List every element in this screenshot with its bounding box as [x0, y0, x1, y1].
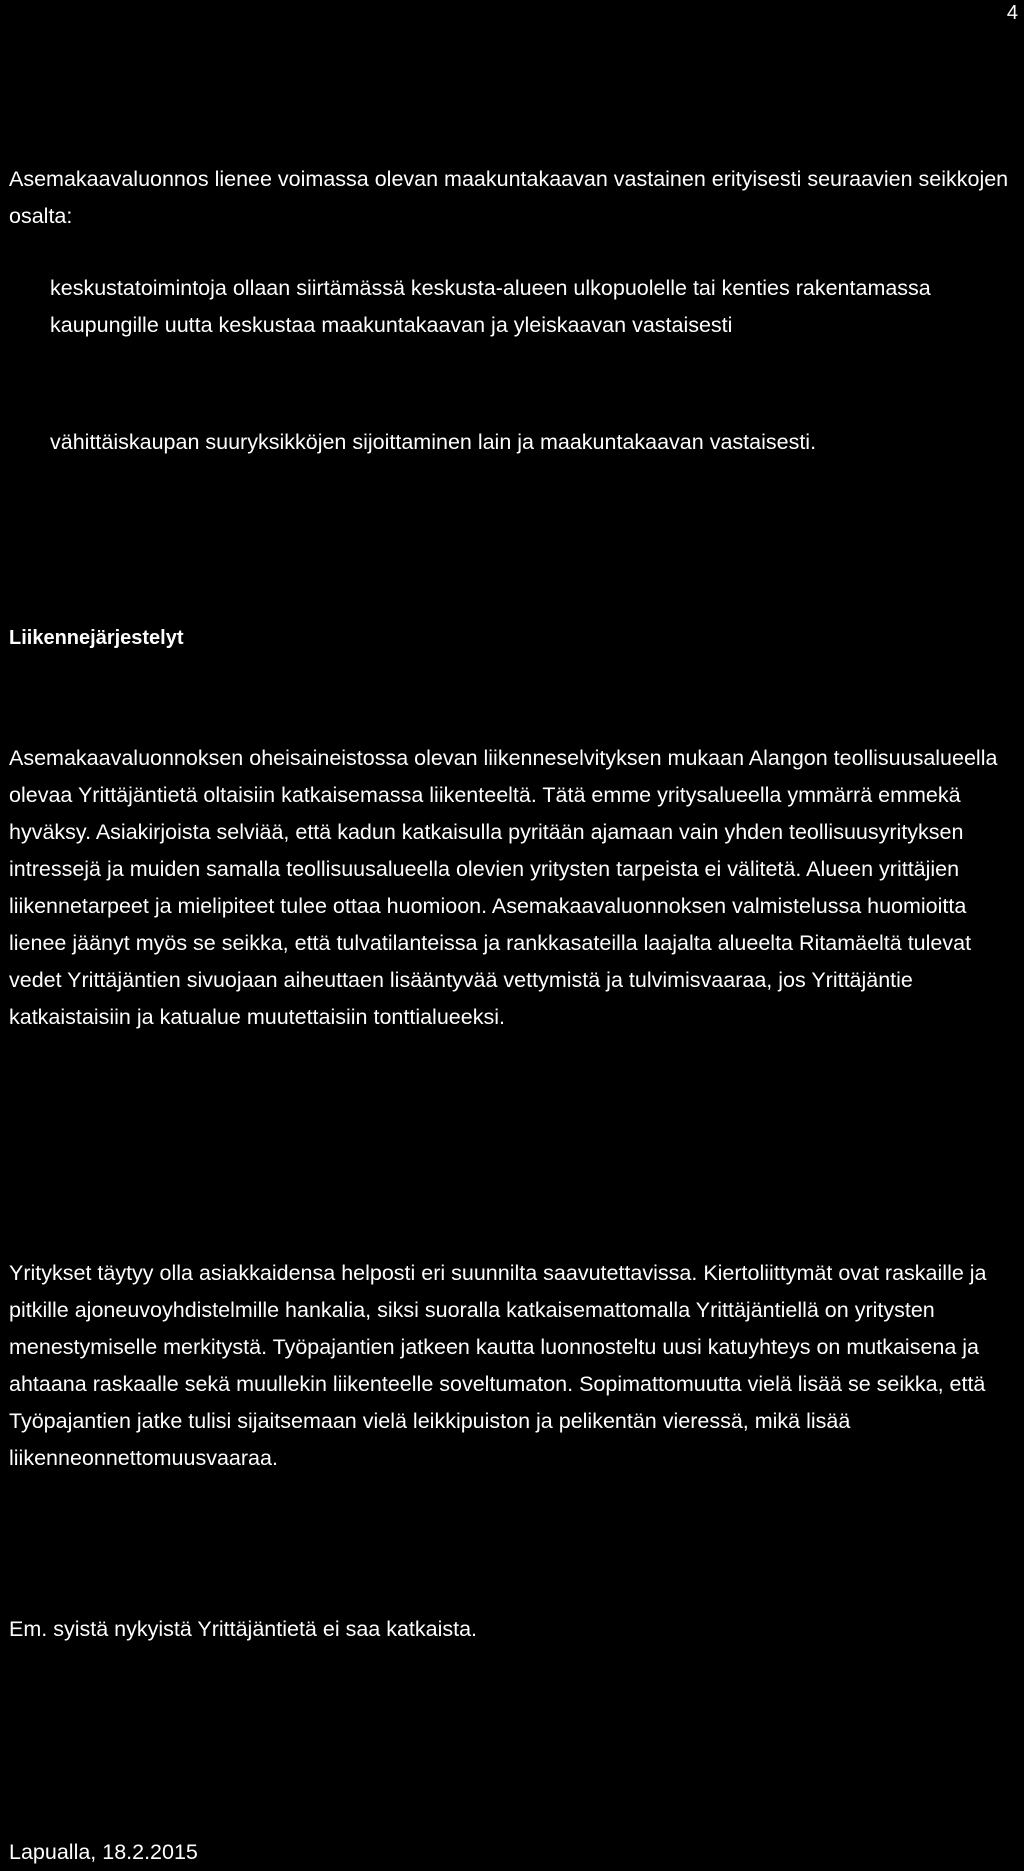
section-heading: Liikennejärjestelyt [9, 627, 184, 649]
companies-paragraph: Yritykset täytyy olla asiakkaidensa helposti eri suunnilta saavutettavissa. Kiertoliittymät ovat raskaille ja pitkille ajoneuvoyhdistelmille hankalia, siksi suoralla katkaisemattomalla Yrittäjäntiellä on yritysten menestymiselle merkitystä. Työpajantien jatkeen kautta luonnosteltu uusi katuyhteys on mutkaisena ja ahtaana raskaalle sekä muullekin liikenteelle soveltumaton. Sopimattomuutta vielä lisää se seikka, että Työpajantien jatke tulisi sijaitsemaan vielä leikkipuiston ja pelikentän vieressä, mikä lisää liikenneonnettomuusvaaraa. [9, 1261, 987, 1470]
list-item: keskustatoimintoja ollaan siirtämässä keskusta-alueen ulkopuolelle tai kenties rakentamassa kaupungille uutta keskustaa maakuntakaavan ja yleiskaavan vastaisesti [50, 276, 931, 337]
traffic-paragraph: Asemakaavaluonnoksen oheisaineistossa olevan liikenneselvityksen mukaan Alangon teollisuusalueella olevaa Yrittäjäntietä oltaisiin katkaisemassa liikenteeltä. Tätä emme yritysalueella ymmärrä emmekä hyväksy. Asiakirjoista selviää, että kadun katkaisulla pyritään ajamaan vain yhden teollisuusyrityksen intressejä ja muiden samalla teollisuusalueella olevien yritysten tarpeista ei välitetä. Alueen yrittäjien liikennetarpeet ja mielipiteet tulee ottaa huomioon. Asemakaavaluonnoksen valmistelussa huomioitta lienee jäänyt myös se seikka, että tulvatilanteissa ja rankkasateilla laajalta alueelta Ritamäeltä tulevat vedet Yrittäjäntien sivuojaan aiheuttaen lisääntyvää vettymistä ja tulvimisvaaraa, jos Yrittäjäntie katkaistaisiin ja katualue muutettaisiin tonttialueeksi. [9, 746, 998, 1029]
signature-line: Lapualla, 18.2.2015 [9, 1840, 198, 1864]
intro-paragraph: Asemakaavaluonnos lienee voimassa olevan maakuntakaavan vastainen erityisesti seuraavien seikkojen osalta: [9, 167, 1009, 228]
page-number: 4 [1006, 2, 1018, 24]
conclusion-paragraph: Em. syistä nykyistä Yrittäjäntietä ei saa katkaista. [9, 1617, 478, 1641]
list-item: vähittäiskaupan suuryksikköjen sijoittaminen lain ja maakuntakaavan vastaisesti. [50, 430, 817, 454]
